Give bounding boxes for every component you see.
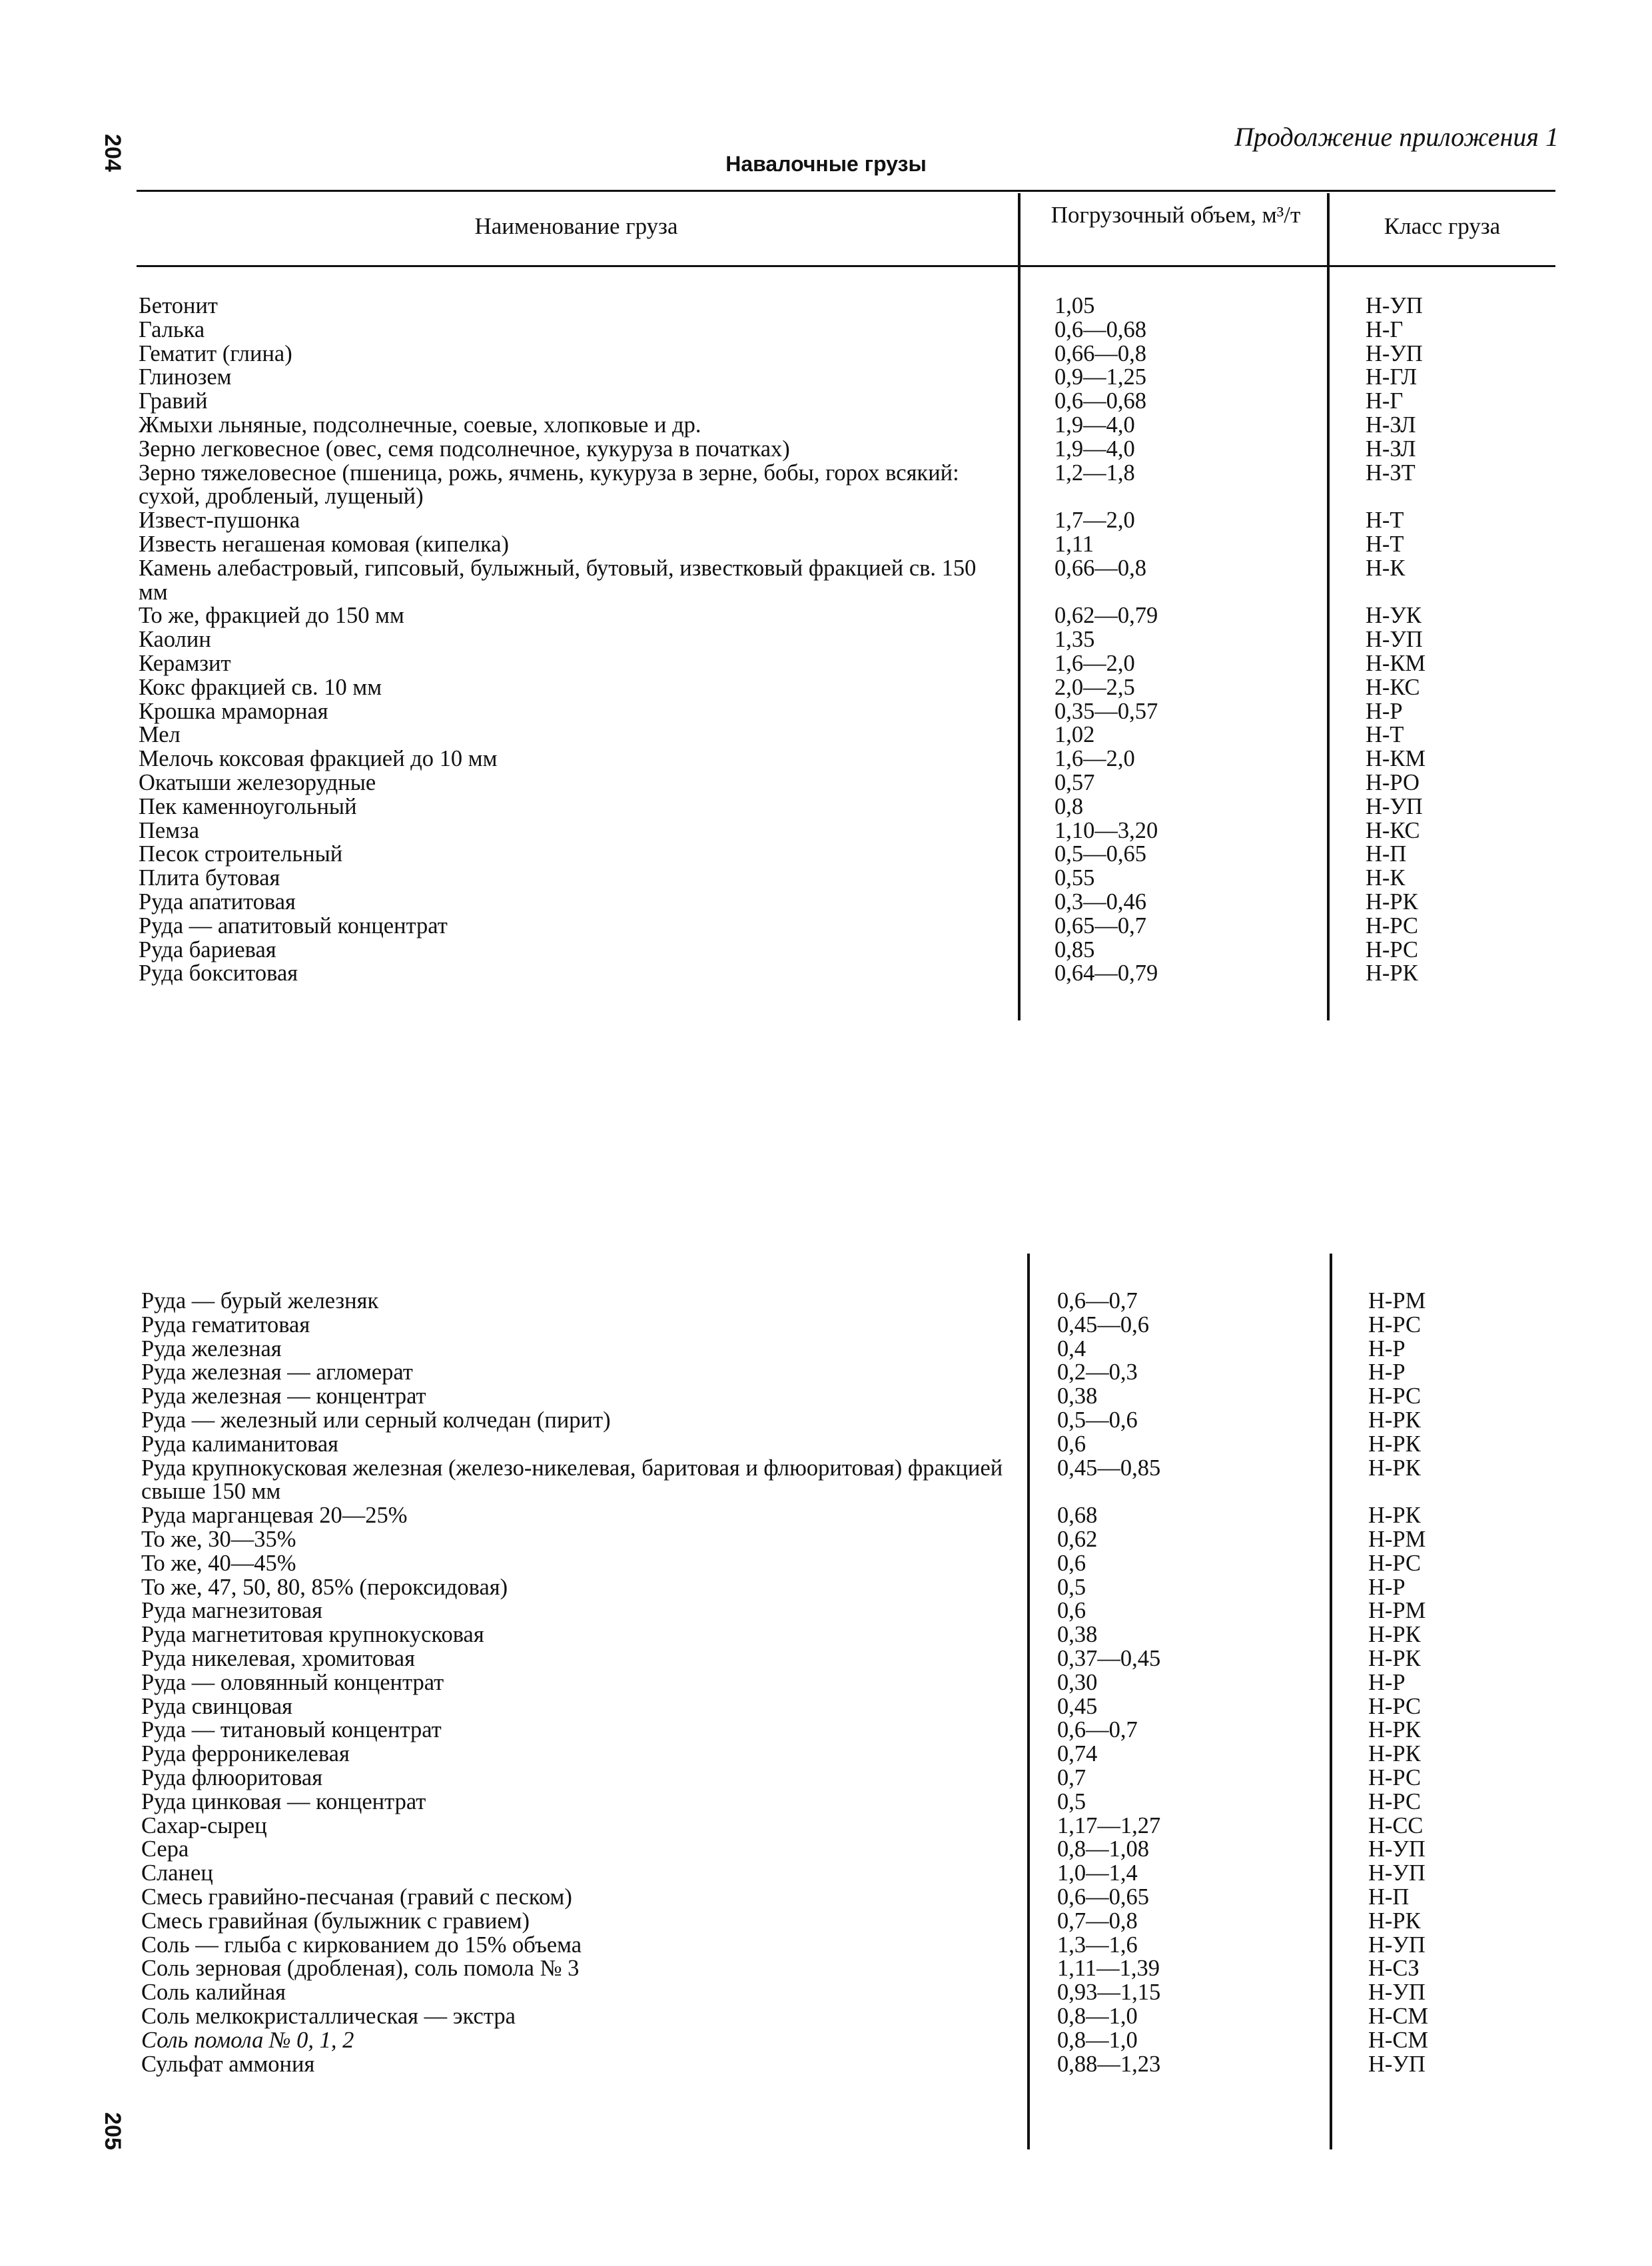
table-row — [141, 2029, 1553, 2053]
loading-volume: 0,85 — [1054, 937, 1095, 962]
cargo-class: Н-РК — [1368, 1908, 1421, 1934]
loading-volume: 0,45—0,6 — [1057, 1312, 1149, 1337]
table-row — [139, 366, 1551, 390]
cargo-name: То же, фракцией до 150 мм — [139, 603, 404, 629]
cargo-class: Н-Т — [1366, 722, 1404, 748]
table-row — [139, 939, 1551, 962]
table-row — [139, 390, 1551, 414]
cargo-class: Н-УК — [1366, 603, 1422, 629]
table-row — [139, 294, 1551, 318]
table-row — [139, 962, 1551, 986]
table-row — [139, 795, 1551, 819]
loading-volume: 0,6 — [1057, 1598, 1086, 1624]
table-row — [141, 1814, 1553, 1838]
cargo-name: Известь негашеная комовая (кипелка) — [139, 531, 510, 557]
loading-volume: 0,30 — [1057, 1669, 1098, 1695]
cargo-class: Н-РС — [1366, 913, 1419, 939]
loading-volume: 0,45 — [1057, 1693, 1098, 1719]
loading-volume: 0,5 — [1057, 1574, 1086, 1600]
table-row — [141, 1623, 1553, 1647]
cargo-class: Н-РМ — [1368, 1288, 1426, 1314]
loading-volume: 0,8—1,0 — [1057, 2027, 1138, 2053]
table-row — [141, 1409, 1553, 1433]
loading-volume: 1,3—1,6 — [1057, 1932, 1138, 1958]
cargo-class: Н-РК — [1368, 1622, 1421, 1648]
cargo-class: Н-РК — [1366, 889, 1418, 915]
table-row — [141, 1528, 1553, 1552]
loading-volume: 0,6—0,7 — [1057, 1288, 1138, 1314]
cargo-class: Н-Р — [1368, 1335, 1406, 1361]
loading-volume: 0,62 — [1057, 1526, 1098, 1552]
cargo-class: Н-СС — [1368, 1812, 1424, 1838]
loading-volume: 1,6—2,0 — [1054, 650, 1135, 676]
table-row — [141, 1934, 1553, 1958]
table-row — [139, 652, 1551, 676]
table-row — [139, 867, 1551, 891]
table-upper-body — [139, 294, 1551, 986]
table-row — [139, 747, 1551, 771]
cargo-name: Руда — титановый концентрат — [141, 1717, 442, 1743]
loading-volume: 0,38 — [1057, 1383, 1098, 1409]
cargo-name: Соль калийная — [141, 1980, 286, 2006]
cargo-name: Сульфат аммония — [141, 2051, 315, 2077]
loading-volume: 0,8—1,0 — [1057, 2003, 1138, 2029]
table-row — [141, 1290, 1553, 1314]
cargo-class: Н-РК — [1368, 1431, 1421, 1457]
cargo-class: Н-Г — [1366, 388, 1404, 414]
table-row — [139, 843, 1551, 867]
cargo-class: Н-РК — [1366, 960, 1418, 986]
cargo-class: Н-РМ — [1368, 1526, 1426, 1552]
cargo-name: Руда флюоритовая — [141, 1764, 323, 1790]
cargo-class: Н-РС — [1368, 1788, 1422, 1814]
cargo-class: Н-СЗ — [1368, 1956, 1420, 1982]
cargo-class: Н-П — [1368, 1884, 1410, 1910]
loading-volume: 0,6—0,65 — [1057, 1884, 1149, 1910]
cargo-class: Н-К — [1366, 865, 1406, 891]
table-row — [141, 1910, 1553, 1934]
table-row — [141, 1552, 1553, 1576]
loading-volume: 0,68 — [1057, 1503, 1098, 1529]
loading-volume: 0,5 — [1057, 1788, 1086, 1814]
loading-volume: 0,6—0,68 — [1054, 388, 1146, 414]
cargo-class: Н-ЗЛ — [1366, 412, 1416, 438]
table-row — [141, 1886, 1553, 1910]
table-row — [139, 533, 1551, 557]
cargo-name: Руда гематитовая — [141, 1312, 310, 1337]
cargo-name: Руда — железный или серный колчедан (пирит) — [141, 1407, 611, 1433]
cargo-class: Н-Р — [1366, 698, 1403, 724]
header-volume: Погрузочный объем, м³/т — [1050, 202, 1301, 228]
table-row — [139, 676, 1551, 700]
table-row — [139, 628, 1551, 652]
cargo-name: Сланец — [141, 1860, 213, 1886]
cargo-class: Н-Р — [1368, 1669, 1406, 1695]
cargo-name: Руда цинковая — концентрат — [141, 1788, 426, 1814]
cargo-name: Глинозем — [139, 364, 232, 390]
loading-volume: 0,65—0,7 — [1054, 913, 1146, 939]
cargo-name: Руда калиманитовая — [141, 1431, 339, 1457]
loading-volume: 0,7 — [1057, 1764, 1086, 1790]
cargo-name: То же, 30—35% — [141, 1526, 296, 1552]
cargo-class: Н-УП — [1368, 1860, 1426, 1886]
table-row — [141, 1599, 1553, 1623]
table-row — [141, 1385, 1553, 1409]
loading-volume: 0,6 — [1057, 1550, 1086, 1576]
loading-volume: 0,74 — [1057, 1741, 1098, 1767]
loading-volume: 0,66—0,8 — [1054, 555, 1146, 581]
loading-volume: 1,05 — [1054, 293, 1095, 318]
loading-volume: 1,6—2,0 — [1054, 746, 1135, 772]
cargo-name: Пемза — [139, 817, 200, 843]
table-row — [139, 723, 1551, 747]
table-row — [139, 462, 1551, 510]
cargo-class: Н-РК — [1368, 1741, 1421, 1767]
cargo-name: Плита бутовая — [139, 865, 280, 891]
loading-volume: 0,3—0,46 — [1054, 889, 1146, 915]
cargo-name: Гравий — [139, 388, 208, 414]
cargo-name: Зерно тяжеловесное (пшеница, рожь, ячмень, кукуруза в зерне, бобы, горох всякий: сухой, дробленый, лущеный) — [139, 460, 959, 510]
cargo-class: Н-СМ — [1368, 2003, 1429, 2029]
table-row — [139, 891, 1551, 915]
table-row — [139, 438, 1551, 462]
table-row — [141, 1957, 1553, 1981]
cargo-class: Н-УП — [1368, 1980, 1426, 2006]
table-row — [139, 557, 1551, 605]
cargo-name: Галька — [139, 316, 205, 342]
cargo-name: То же, 47, 50, 80, 85% (пероксидовая) — [141, 1574, 508, 1600]
cargo-class: Н-СМ — [1368, 2027, 1429, 2053]
cargo-class: Н-РК — [1368, 1455, 1421, 1481]
table-row — [141, 1981, 1553, 2005]
cargo-class: Н-ГЛ — [1366, 364, 1418, 390]
loading-volume: 1,11 — [1054, 531, 1094, 557]
cargo-class: Н-УП — [1368, 2051, 1426, 2077]
cargo-name: Руда — оловянный концентрат — [141, 1669, 444, 1695]
cargo-name: Соль зерновая (дробленая), соль помола № 3 — [141, 1956, 580, 1982]
cargo-name: Руда железная — концентрат — [141, 1383, 426, 1409]
loading-volume: 0,62—0,79 — [1054, 603, 1158, 629]
table-row — [141, 1504, 1553, 1528]
cargo-name: Руда апатитовая — [139, 889, 296, 915]
loading-volume: 0,8—1,08 — [1057, 1836, 1149, 1862]
cargo-name: Зерно легковесное (овес, семя подсолнечное, кукуруза в початках) — [139, 436, 790, 462]
cargo-name: Руда крупнокусковая железная (железо-никелевая, баритовая и флюоритовая) фракцией свыше 150 мм — [141, 1455, 1003, 1505]
cargo-class: Н-УП — [1368, 1836, 1426, 1862]
loading-volume: 1,10—3,20 — [1054, 817, 1158, 843]
cargo-name: Руда бариевая — [139, 937, 276, 962]
table-row — [139, 509, 1551, 533]
loading-volume: 1,35 — [1054, 627, 1095, 653]
header-bottom-rule — [137, 265, 1555, 267]
cargo-name: Соль помола № 0, 1, 2 — [141, 2027, 354, 2053]
table-row — [139, 915, 1551, 939]
cargo-class: Н-П — [1366, 841, 1407, 867]
table-row — [139, 414, 1551, 438]
table-row — [139, 342, 1551, 366]
cargo-name: Сахар-сырец — [141, 1812, 267, 1838]
loading-volume: 0,6 — [1057, 1431, 1086, 1457]
table-row — [139, 318, 1551, 342]
cargo-name: Песок строительный — [139, 841, 343, 867]
loading-volume: 0,38 — [1057, 1622, 1098, 1648]
cargo-name: Мелочь коксовая фракцией до 10 мм — [139, 746, 498, 772]
cargo-class: Н-ЗТ — [1366, 460, 1416, 486]
loading-volume: 0,93—1,15 — [1057, 1980, 1161, 2006]
table-row — [141, 2005, 1553, 2029]
cargo-name: Руда бокситовая — [139, 960, 298, 986]
table-row — [141, 1314, 1553, 1337]
table-row — [141, 1457, 1553, 1505]
cargo-class: Н-УП — [1366, 340, 1423, 366]
loading-volume: 1,17—1,27 — [1057, 1812, 1161, 1838]
cargo-name: Руда — бурый железняк — [141, 1288, 379, 1314]
cargo-class: Н-РС — [1368, 1693, 1422, 1719]
table-row — [139, 771, 1551, 795]
loading-volume: 0,7—0,8 — [1057, 1908, 1138, 1934]
table-lower-body — [141, 1290, 1553, 2076]
loading-volume: 0,5—0,65 — [1054, 841, 1146, 867]
loading-volume: 1,11—1,39 — [1057, 1956, 1160, 1982]
cargo-class: Н-РК — [1368, 1717, 1421, 1743]
cargo-name: Руда магнезитовая — [141, 1598, 322, 1624]
cargo-name: То же, 40—45% — [141, 1550, 296, 1576]
table-row — [141, 1361, 1553, 1385]
cargo-class: Н-УП — [1366, 793, 1423, 819]
loading-volume: 0,4 — [1057, 1335, 1086, 1361]
cargo-class: Н-Г — [1366, 316, 1404, 342]
cargo-class: Н-РС — [1366, 937, 1419, 962]
cargo-class: Н-Р — [1368, 1359, 1406, 1385]
cargo-class: Н-Т — [1366, 531, 1404, 557]
cargo-name: Керамзит — [139, 650, 231, 676]
cargo-name: Соль — глыба с кирковaнием до 15% объема — [141, 1932, 582, 1958]
loading-volume: 0,2—0,3 — [1057, 1359, 1138, 1385]
table-row — [141, 1576, 1553, 1600]
loading-volume: 0,57 — [1054, 769, 1095, 795]
table-row — [141, 1718, 1553, 1742]
loading-volume: 1,2—1,8 — [1054, 460, 1135, 486]
loading-volume: 0,35—0,57 — [1054, 698, 1158, 724]
cargo-name: Руда железная — агломерат — [141, 1359, 413, 1385]
page-number-bottom: 205 — [99, 2112, 125, 2150]
table-row — [139, 604, 1551, 628]
header-class: Класс груза — [1384, 213, 1501, 239]
loading-volume: 0,88—1,23 — [1057, 2051, 1161, 2077]
loading-volume: 0,9—1,25 — [1054, 364, 1146, 390]
cargo-name: Руда — апатитовый концентрат — [139, 913, 448, 939]
loading-volume: 1,9—4,0 — [1054, 412, 1135, 438]
table-row — [141, 1671, 1553, 1695]
cargo-name: Мел — [139, 722, 181, 748]
cargo-name: Гематит (глина) — [139, 340, 292, 366]
cargo-name: Руда никелевая, хромитовая — [141, 1645, 415, 1671]
cargo-class: Н-КМ — [1366, 746, 1426, 772]
cargo-class: Н-РК — [1368, 1645, 1421, 1671]
table-row — [141, 1647, 1553, 1671]
cargo-name: Извест-пушонка — [139, 508, 300, 534]
cargo-class: Н-РК — [1368, 1407, 1421, 1433]
cargo-class: Н-РМ — [1368, 1598, 1426, 1624]
table-row — [141, 1838, 1553, 1862]
table-row — [141, 1742, 1553, 1766]
cargo-class: Н-ЗЛ — [1366, 436, 1416, 462]
cargo-class: Н-Т — [1366, 508, 1404, 534]
table-row — [141, 1790, 1553, 1814]
table-title: Навалочные грузы — [725, 152, 927, 176]
cargo-class: Н-УП — [1366, 627, 1423, 653]
table-row — [139, 700, 1551, 724]
cargo-class: Н-РС — [1368, 1383, 1422, 1409]
cargo-name: Руда железная — [141, 1335, 282, 1361]
header-top-rule — [137, 190, 1555, 192]
cargo-class: Н-УП — [1366, 293, 1423, 318]
continuation-note: Продолжение приложения 1 — [1234, 122, 1559, 152]
cargo-name: Руда ферроникелевая — [141, 1741, 350, 1767]
cargo-name: Соль мелкокристаллическая — экстра — [141, 2003, 516, 2029]
cargo-name: Руда марганцевая 20—25% — [141, 1503, 408, 1529]
page-number-top: 204 — [99, 134, 125, 172]
table-row — [139, 819, 1551, 843]
table-row — [141, 1337, 1553, 1361]
cargo-name: Каолин — [139, 627, 211, 653]
cargo-class: Н-РС — [1368, 1312, 1422, 1337]
cargo-class: Н-К — [1366, 555, 1406, 581]
cargo-class: Н-РС — [1368, 1550, 1422, 1576]
table-row — [141, 2053, 1553, 2077]
cargo-class: Н-КС — [1366, 817, 1420, 843]
cargo-class: Н-КС — [1366, 674, 1420, 700]
cargo-class: Н-КМ — [1366, 650, 1426, 676]
loading-volume: 0,6—0,7 — [1057, 1717, 1138, 1743]
cargo-name: Руда магнетитовая крупнокусковая — [141, 1622, 484, 1648]
loading-volume: 2,0—2,5 — [1054, 674, 1135, 700]
table-row — [141, 1433, 1553, 1457]
cargo-class: Н-РО — [1366, 769, 1420, 795]
loading-volume: 0,37—0,45 — [1057, 1645, 1161, 1671]
cargo-class: Н-УП — [1368, 1932, 1426, 1958]
cargo-name: Окатыши железорудные — [139, 769, 376, 795]
loading-volume: 0,66—0,8 — [1054, 340, 1146, 366]
loading-volume: 0,6—0,68 — [1054, 316, 1146, 342]
loading-volume: 0,8 — [1054, 793, 1084, 819]
loading-volume: 0,64—0,79 — [1054, 960, 1158, 986]
loading-volume: 1,02 — [1054, 722, 1095, 748]
cargo-name: Смесь гравийно-песчаная (гравий с песком) — [141, 1884, 572, 1910]
cargo-name: Руда свинцовая — [141, 1693, 293, 1719]
cargo-name: Камень алебастровый, гипсовый, булыжный, бутовый, известковый фракцией св. 150 мм — [139, 555, 977, 605]
cargo-name: Жмыхи льняные, подсолнечные, соевые, хлопковые и др. — [139, 412, 701, 438]
cargo-name: Пек каменноугольный — [139, 793, 357, 819]
loading-volume: 1,0—1,4 — [1057, 1860, 1138, 1886]
cargo-class: Н-Р — [1368, 1574, 1406, 1600]
loading-volume: 0,45—0,85 — [1057, 1455, 1161, 1481]
cargo-name: Бетонит — [139, 293, 218, 318]
loading-volume: 0,5—0,6 — [1057, 1407, 1138, 1433]
loading-volume: 0,55 — [1054, 865, 1095, 891]
table-row — [141, 1862, 1553, 1886]
table-row — [141, 1766, 1553, 1790]
cargo-name: Сера — [141, 1836, 189, 1862]
cargo-name: Кокс фракцией св. 10 мм — [139, 674, 382, 700]
loading-volume: 1,7—2,0 — [1054, 508, 1135, 534]
cargo-class: Н-РК — [1368, 1503, 1421, 1529]
table-row — [141, 1695, 1553, 1719]
cargo-class: Н-РС — [1368, 1764, 1422, 1790]
header-name: Наименование груза — [474, 213, 678, 239]
loading-volume: 1,9—4,0 — [1054, 436, 1135, 462]
cargo-name: Крошка мраморная — [139, 698, 328, 724]
cargo-name: Смесь гравийная (булыжник с гравием) — [141, 1908, 530, 1934]
